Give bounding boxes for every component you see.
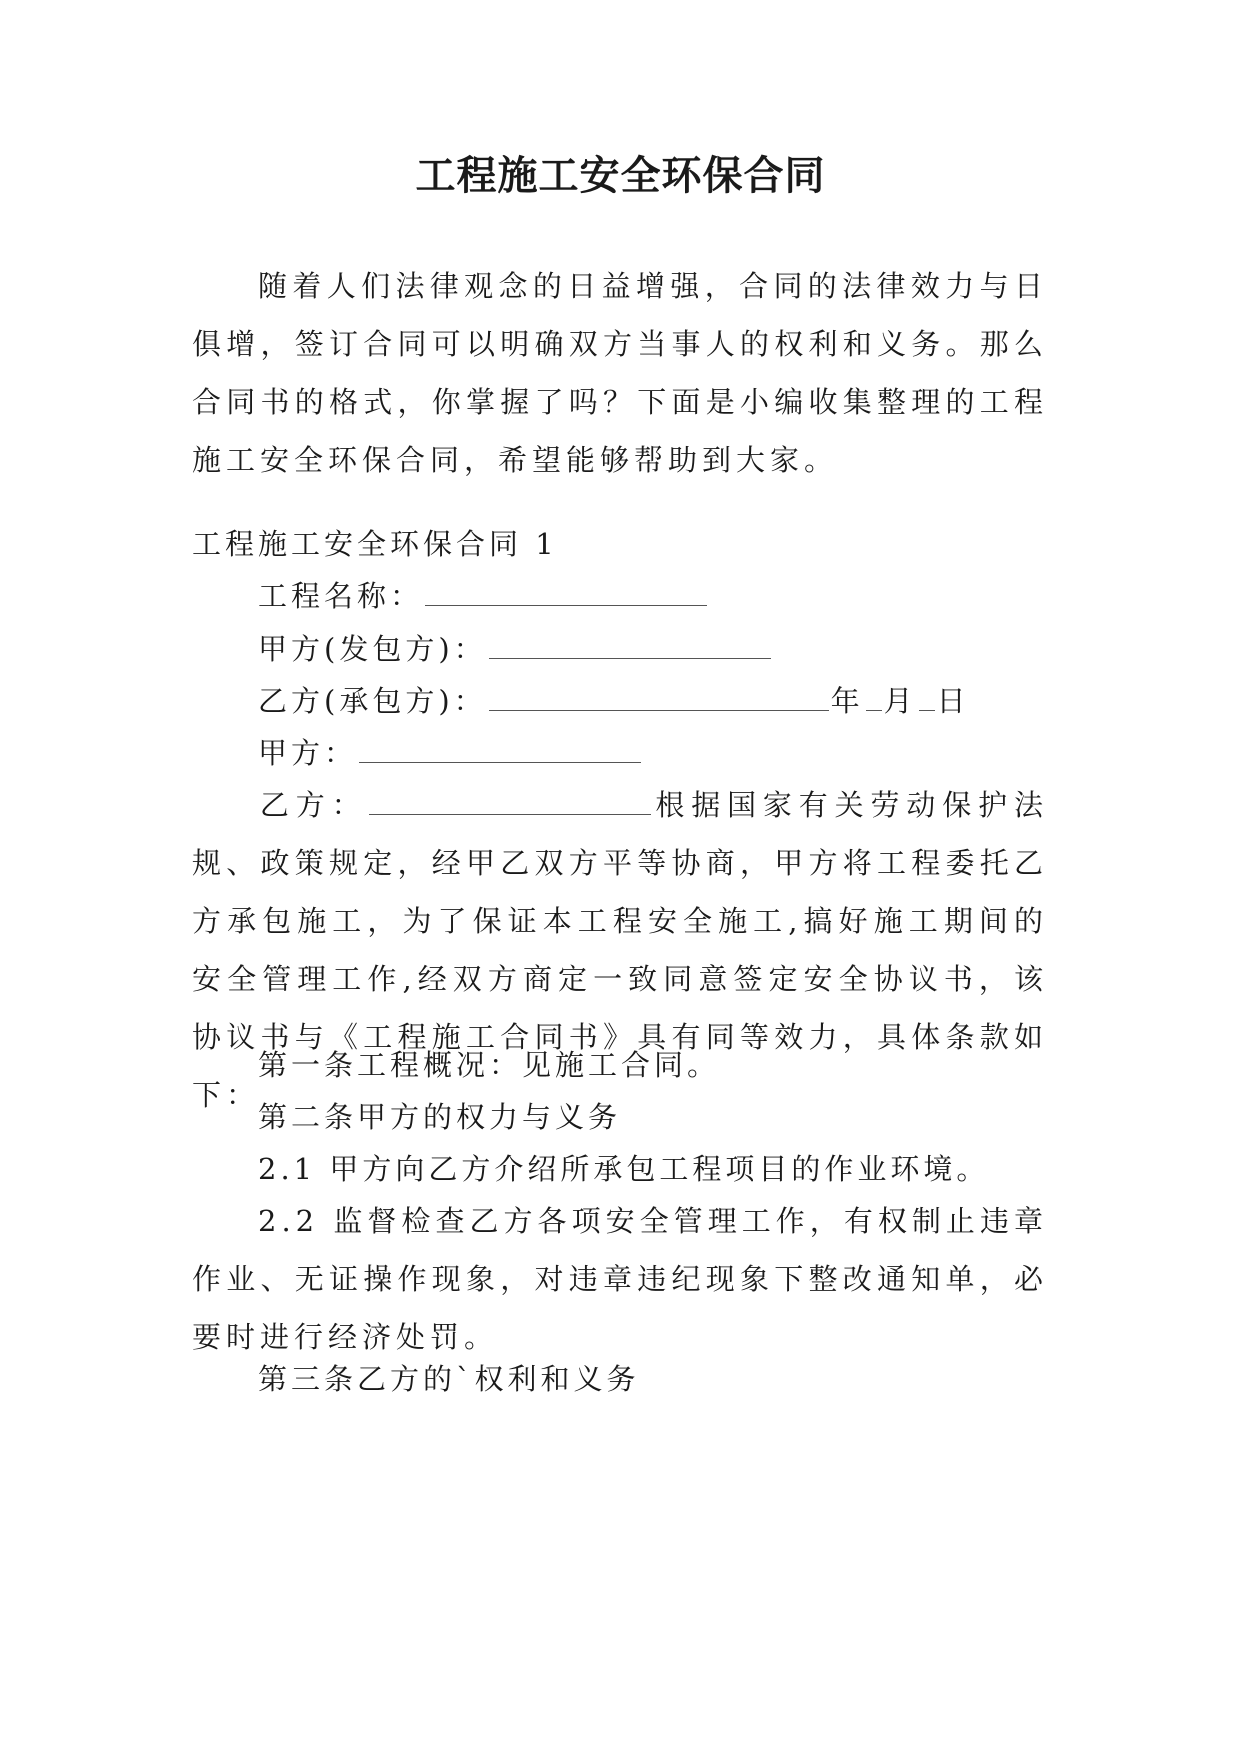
clause-2-1: 2.1 甲方向乙方介绍所承包工程项目的作业环境。 — [258, 1152, 990, 1186]
party-a-blank — [359, 742, 641, 763]
preamble-text: 根据国家有关劳动保护法规、政策规定，经甲乙双方平等协商，甲方将工程委托乙方承包施工，为了保证本工程安全施工,搞好施工期间的安全管理工作,经双方商定一致同意签定安全协议书，该协议书与《工程施工合同书》具有同等效力，具体条款如下： — [192, 788, 1048, 1112]
project-name-label: 工程名称： — [258, 579, 424, 613]
project-name-blank — [425, 585, 707, 606]
date-year: 年 — [830, 684, 864, 718]
date-month: 月 — [883, 684, 917, 718]
article-2: 第二条甲方的权力与义务 — [258, 1100, 622, 1134]
article-1: 第一条工程概况：见施工合同。 — [258, 1048, 721, 1082]
party-b-label: 乙方： — [258, 788, 368, 822]
date-day: 日 — [936, 684, 970, 718]
party-a-contractor-field — [258, 620, 1048, 678]
party-a-contractor-blank — [489, 638, 771, 659]
intro-paragraph: 随着人们法律观念的日益增强，合同的法律效力与日俱增，签订合同可以明确双方当事人的权利和义务。那么合同书的格式，你掌握了吗？下面是小编收集整理的工程施工安全环保合同，希望能够帮助到大家。 — [192, 269, 1048, 477]
clause-2-2: 2.2 监督检查乙方各项安全管理工作，有权制止违章作业、无证操作现象，对违章违纪现象下整改通知单，必要时进行经济处罚。 — [192, 1204, 1048, 1354]
party-b-contractor-label: 乙方(承包方)： — [258, 684, 487, 718]
article-3: 第三条乙方的`权利和义务 — [258, 1362, 640, 1396]
party-b-contractor-blank — [489, 690, 829, 711]
section-heading: 工程施工安全环保合同 1 — [192, 527, 558, 561]
party-a-contractor-label: 甲方(发包方)： — [258, 632, 487, 666]
document-title: 工程施工安全环保合同 — [415, 152, 826, 199]
project-name-field — [258, 567, 1048, 625]
party-b-blank — [369, 794, 651, 815]
party-a-field — [258, 724, 1048, 782]
date-day-blank — [919, 690, 935, 711]
party-b-contractor-field — [258, 672, 1048, 730]
date-month-blank — [866, 690, 882, 711]
party-a-label: 甲方： — [258, 736, 358, 770]
